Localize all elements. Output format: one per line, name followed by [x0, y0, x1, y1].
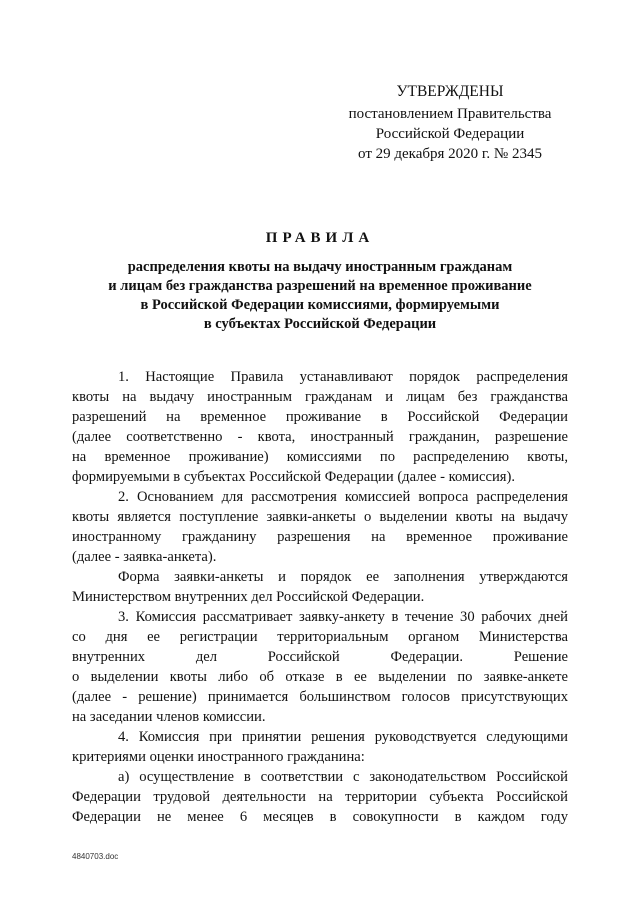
paragraph-1: [72, 367, 568, 487]
text-line: 4. Комиссия при принятии решения руководствуется следующими: [118, 729, 568, 745]
text-line: иностранному гражданину разрешения на временное проживание: [72, 529, 568, 545]
text-line: критериями оценки иностранного гражданина:: [72, 749, 365, 765]
subtitle-line: в Российской Федерации комиссиями, формируемыми: [140, 297, 500, 313]
approval-line: от 29 декабря 2020 г. № 2345: [358, 146, 542, 162]
approval-line: постановлением Правительства: [348, 106, 552, 122]
text-line: формируемыми в субъектах Российской Федерации (далее - комиссия).: [72, 469, 516, 485]
text-line: Министерством внутренних дел Российской Федерации.: [72, 589, 425, 605]
text-line: (далее - решение) принимается большинством голосов присутствующих: [72, 689, 568, 705]
approval-block: [330, 82, 570, 164]
document-body: [72, 367, 568, 827]
paragraph-2: [72, 487, 568, 567]
text-line: (далее соответственно - квота, иностранный гражданин, разрешение: [72, 429, 568, 445]
text-line: Форма заявки-анкеты и порядок ее заполнения утверждаются: [118, 569, 568, 585]
subtitle-line: в субъектах Российской Федерации: [203, 316, 437, 332]
text-line: 1. Настоящие Правила устанавливают порядок распределения: [118, 369, 568, 385]
text-line: 3. Комиссия рассматривает заявку-анкету в течение 30 рабочих дней: [118, 609, 568, 625]
document-file-code: 4840703.doc: [72, 852, 119, 861]
text-line: квоты является поступление заявки-анкеты о выделении квоты на выдачу: [72, 509, 568, 525]
text-line: внутренних дел Российской Федерации. Решение: [72, 649, 568, 665]
text-line: а) осуществление в соответствии с законодательством Российской: [118, 769, 568, 785]
text-line: со дня ее регистрации территориальным органом Министерства: [72, 629, 568, 645]
text-line: о выделении квоты либо об отказе в ее выделении по заявке-анкете: [72, 669, 568, 685]
paragraph-3: [72, 567, 568, 607]
text-line: квоты на выдачу иностранным гражданам и лицам без гражданства: [72, 389, 568, 405]
text-line: на временное проживание) комиссиями по распределению квоты,: [72, 449, 568, 465]
text-line: Федерации трудовой деятельности на территории субъекта Российской: [72, 789, 568, 805]
approval-heading: УТВЕРЖДЕНЫ: [396, 83, 504, 100]
text-line: 2. Основанием для рассмотрения комиссией вопроса распределения: [118, 489, 568, 505]
paragraph-6: [72, 767, 568, 827]
paragraph-5: [72, 727, 568, 767]
subtitle-line: и лицам без гражданства разрешений на временное проживание: [108, 278, 532, 294]
document-subtitle: [60, 258, 580, 334]
text-line: на заседании членов комиссии.: [72, 709, 266, 725]
text-line: Федерации не менее 6 месяцев в совокупности в каждом году: [72, 809, 568, 825]
subtitle-line: распределения квоты на выдачу иностранным гражданам: [127, 259, 513, 275]
paragraph-4: [72, 607, 568, 727]
text-line: разрешений на временное проживание в Российской Федерации: [72, 409, 568, 425]
approval-line: Российской Федерации: [375, 126, 525, 142]
document-title: ПРАВИЛА: [265, 230, 375, 246]
text-line: (далее - заявка-анкета).: [72, 549, 217, 565]
